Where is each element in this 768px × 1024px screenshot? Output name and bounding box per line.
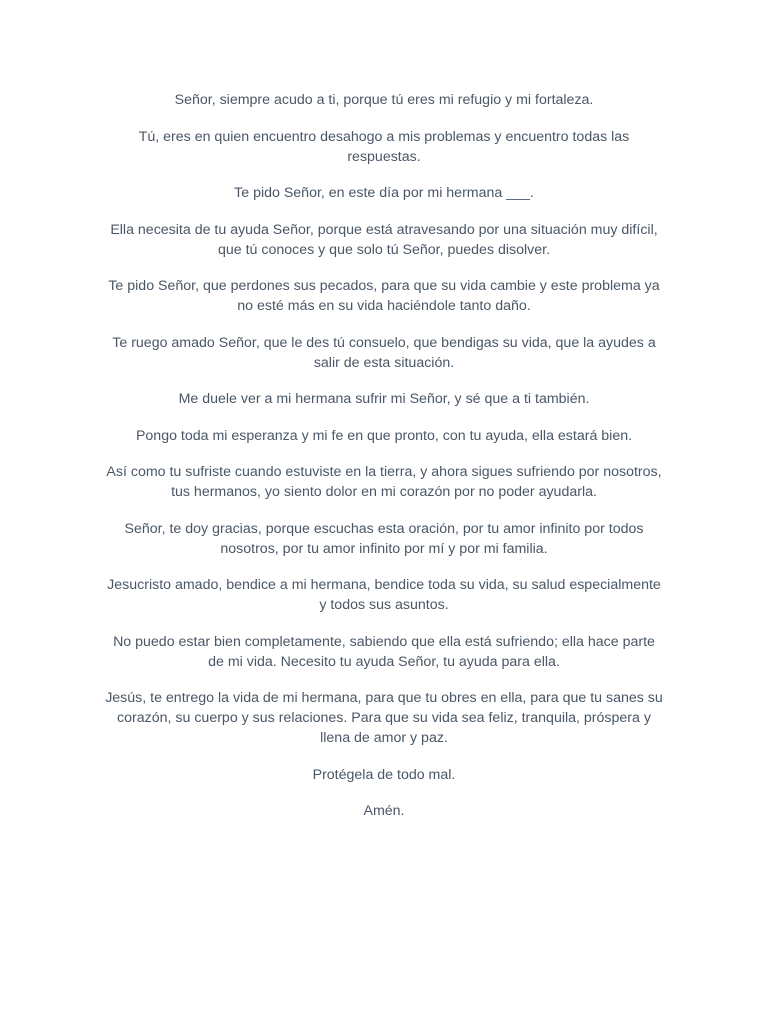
paragraph-6: Te ruego amado Señor, que le des tú consuelo, que bendigas su vida, que la ayudes a salir de esta situación. [112,334,656,371]
paragraph-7: Me duele ver a mi hermana sufrir mi Señor, y sé que a ti también. [178,391,590,407]
paragraph-13: Jesús, te entrego la vida de mi hermana, para que tu obres en ella, para que tu sanes su corazón, su cuerpo y sus relaciones. Para que su vida sea feliz, tranquila, próspera y llena de amor y paz. [105,690,663,746]
paragraph-2: Tú, eres en quien encuentro desahogo a mis problemas y encuentro todas las respuestas. [138,128,630,165]
paragraph-1: Señor, siempre acudo a ti, porque tú eres mi refugio y mi fortaleza. [174,92,594,108]
paragraph-10: Señor, te doy gracias, porque escuchas esta oración, por tu amor infinito por todos nosotros, por tu amor infinito por mí y por mi familia. [124,520,644,557]
paragraph-14: Protégela de todo mal. [312,766,456,783]
paragraph-5: Te pido Señor, que perdones sus pecados, para que su vida cambie y este problema ya no esté más en su vida haciéndole tanto daño. [108,278,660,314]
prayer-text [104,90,664,838]
paragraph-15: Amén. [363,803,405,819]
paragraph-8: Pongo toda mi esperanza y mi fe en que pronto, con tu ayuda, ella estará bien. [135,427,633,444]
paragraph-11: Jesucristo amado, bendice a mi hermana, bendice toda su vida, su salud especialmente y todos sus asuntos. [107,577,661,613]
paragraph-3: Te pido Señor, en este día por mi hermana ___. [234,185,534,201]
paragraph-4: Ella necesita de tu ayuda Señor, porque está atravesando por una situación muy difícil, que tú conoces y que solo tú Señor, puedes disolver. [110,221,658,258]
paragraph-9: Así como tu sufriste cuando estuviste en la tierra, y ahora sigues sufriendo por nosotros, tus hermanos, yo siento dolor en mi corazón por no poder ayudarla. [106,464,662,500]
paragraph-12: No puedo estar bien completamente, sabiendo que ella está sufriendo; ella hace parte de mi vida. Necesito tu ayuda Señor, tu ayuda para ella. [113,633,655,670]
